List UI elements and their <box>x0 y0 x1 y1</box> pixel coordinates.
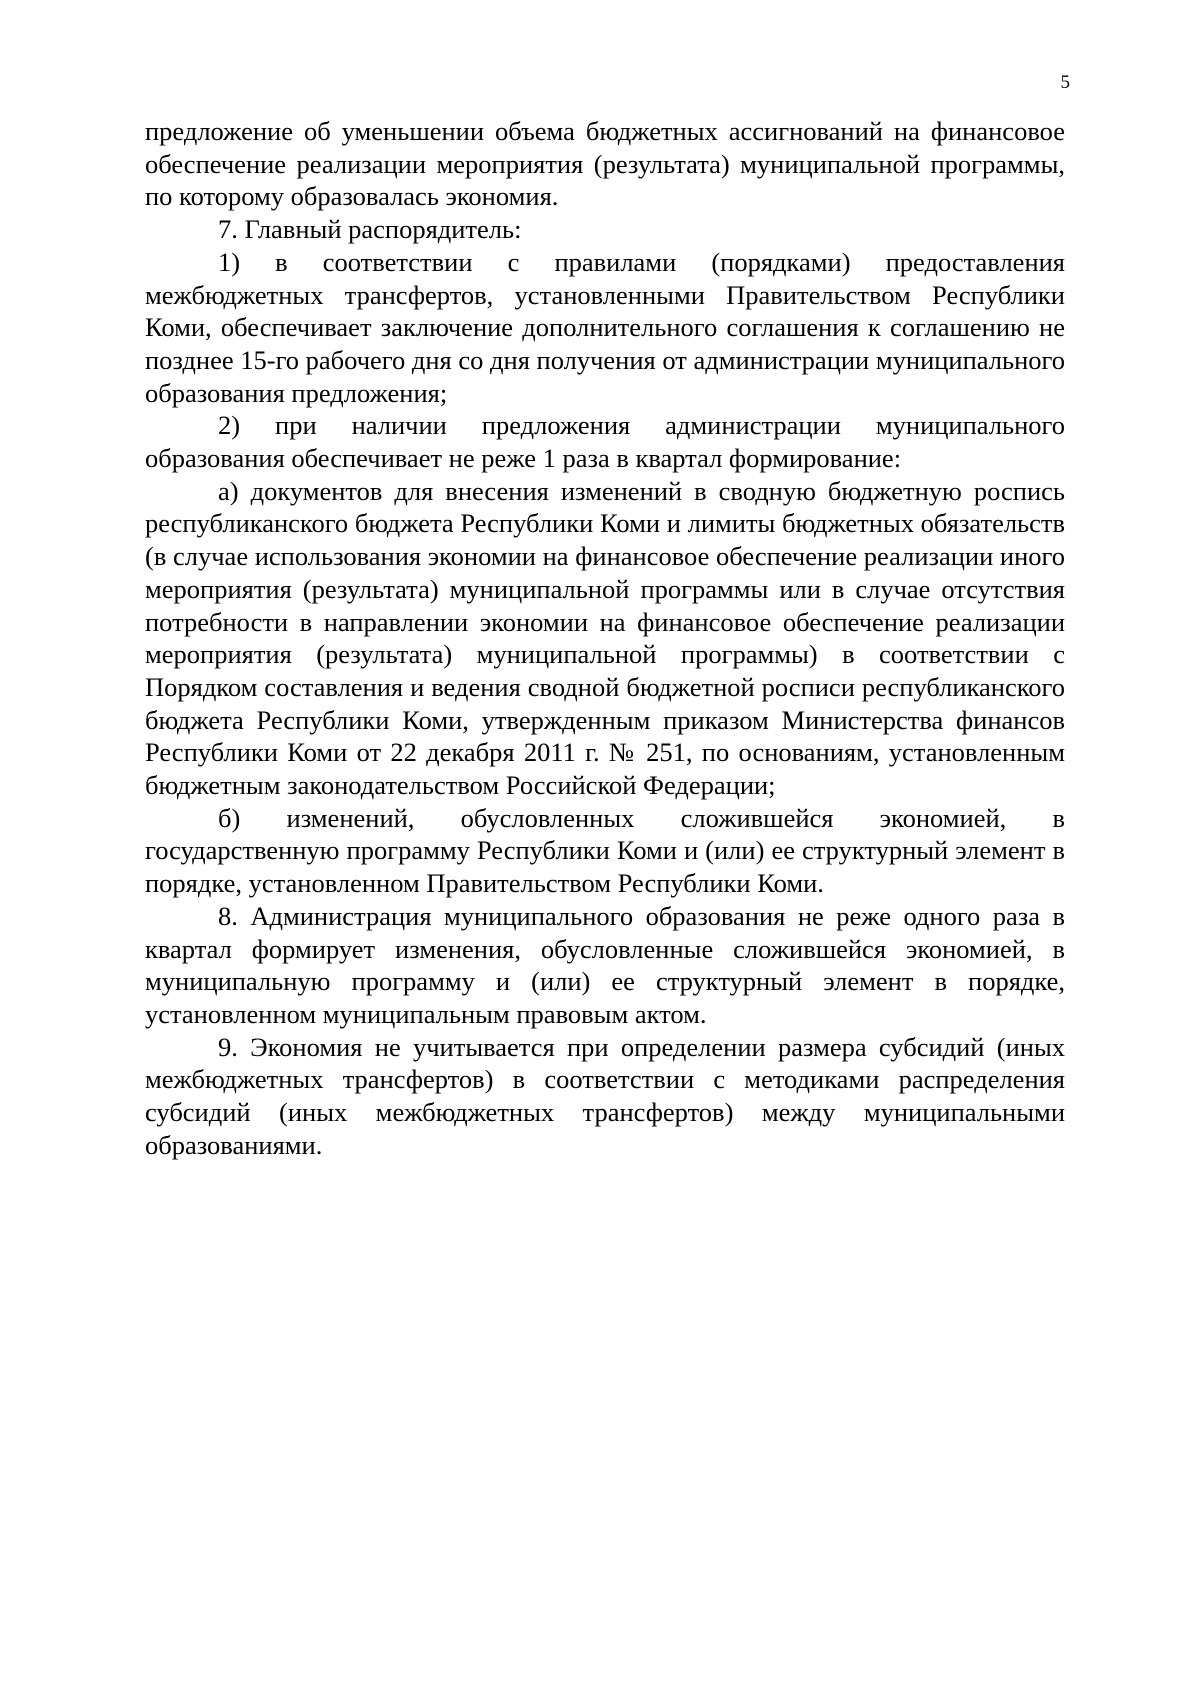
paragraph-item-9: 9. Экономия не учитывается при определении размера субсидий (иных межбюджетных трансфертов) в соответствии с методиками распределения субсидий (иных межбюджетных трансфертов) между муниципальными образованиями. <box>145 1031 1065 1160</box>
page-number: 5 <box>1060 72 1070 93</box>
paragraph-continuation: предложение об уменьшении объема бюджетных ассигнований на финансовое обеспечение реализации мероприятия (результата) муниципальной программы, по которому образовалась экономия. <box>145 116 1065 212</box>
paragraph-item-7-2: 2) при наличии предложения администрации муниципального образования обеспечивает не реже 1 раза в квартал формирование: <box>145 410 1065 474</box>
paragraph-item-7-2-b: б) изменений, обусловленных сложившейся экономией, в государственную программу Республики Коми и (или) ее структурный элемент в порядке, установленном Правительством Республики Коми. <box>145 802 1065 899</box>
document-body <box>145 115 1065 1162</box>
paragraph-item-8: 8. Администрация муниципального образования не реже одного раза в квартал формирует изменения, обусловленные сложившейся экономией, в муниципальную программу и (или) ее структурный элемент в порядке, установленном муниципальным правовым актом. <box>145 900 1065 1029</box>
paragraph-item-7-1: 1) в соответствии с правилами (порядками) предоставления межбюджетных трансфертов, установленными Правительством Республики Коми, обеспечивает заключение дополнительного соглашения к соглашению не позднее 15-го рабочего дня со дня получения от администрации муниципального образования предложения; <box>145 246 1065 408</box>
paragraph-item-7: 7. Главный распорядитель: <box>218 214 522 245</box>
paragraph-item-7-2-a: а) документов для внесения изменений в сводную бюджетную роспись республиканского бюджета Республики Коми и лимиты бюджетных обязательств (в случае использования экономии на финансовое обеспечение реализации иного мероприятия (результата) муниципальной программы или в случае отсутствия потребности в направлении экономии на финансовое обеспечение реализации мероприятия (результата) муниципальной программы) в соответствии с Порядком составления и ведения сводной бюджетной росписи республиканского бюджета Республики Коми, утвержденным приказом Министерства финансов Республики Коми от 22 декабря 2011 г. № 251, по основаниям, установленным бюджетным законодательством Российской Федерации; <box>145 475 1065 801</box>
